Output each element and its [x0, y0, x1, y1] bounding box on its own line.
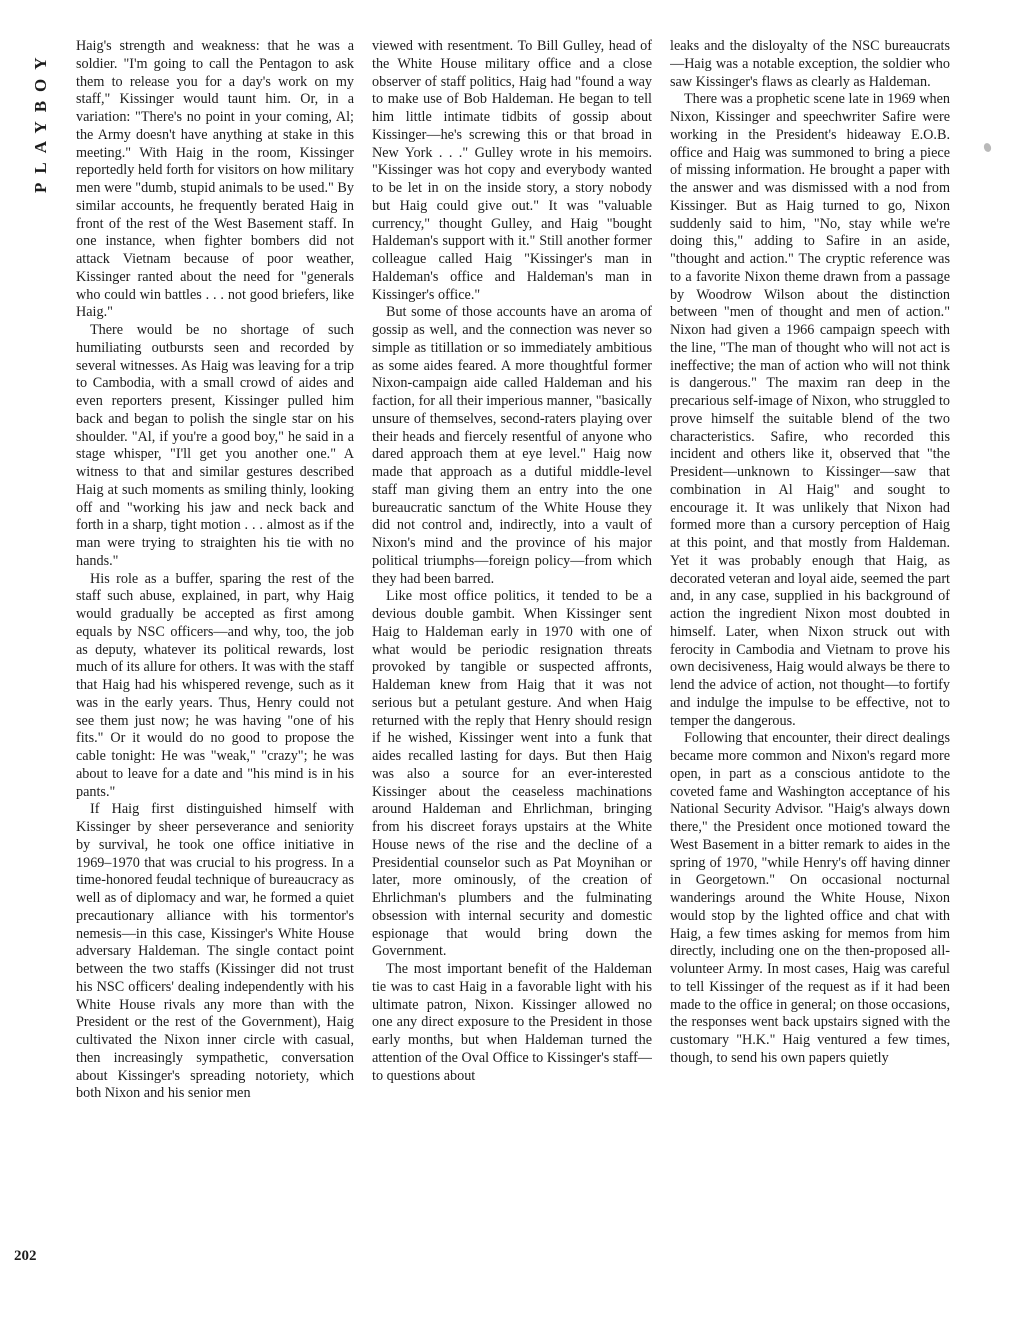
paragraph: Following that encounter, their direct dealings became more common and Nixon's regard more open, in part as a conscious antidote to the coveted fame and Washington acceptance of his National Security Advisor. "Haig's always down there," the President once motioned toward the West Basement in a bitter remark to aides in the spring of 1970, "while Henry's off having dinner in Georgetown." On occasional nocturnal wanderings around the White House, Nixon would stop by the lighted office and chat with Haig, a few times asking for memos from him directly, including one on the then-proposed all-volunteer Army. In most cases, Haig was careful to tell Kissinger of the request as if it had been made to the office in general; on those occasions, the responses went back upstairs signed with the customary "H.K." Haig ventured a few times, though, to send his own papers quietly: [670, 730, 950, 1066]
paragraph: viewed with resentment. To Bill Gulley, head of the White House military office and a close observer of staff politics, Haig had "found a way to make use of Bob Haldeman. He began to tell him little intimate tidbits of gossip about Kissinger—he's screwing this or that broad in New York . . ." Gulley wrote in his memoirs. "Kissinger was hot copy and everybody wanted to be let in on the inside story, a story nobody but Haig could give out." It was "valuable currency," thought Gulley, and Haig "bought Haldeman's support with it." Still another former colleague called Haig "Kissinger's man in Haldeman's office and Haldeman's man in Kissinger's office.": [372, 38, 652, 303]
masthead-text: PLAYBOY: [31, 48, 50, 194]
paragraph: Haig's strength and weakness: that he was a soldier. "I'm going to call the Pentagon to ask them to release you for a day's work on my staff," Kissinger would taunt him. Or, in a variation: "There's no point in your coming, Al; the Army doesn't have anything at stake in this meeting." With Haig in the room, Kissinger reportedly held forth for visitors on how military men were "dumb, stupid animals to be used." By similar accounts, he frequently berated Haig in front of the rest of the West Basement staff. In one instance, when fighter bombers did not attack Vietnam because of poor weather, Kissinger ranted about the need for "generals who could win battles . . . not good briefers, like Haig.": [76, 38, 354, 321]
text-column-2: [372, 38, 652, 1278]
paragraph: The most important benefit of the Haldeman tie was to cast Haig in a favorable light with his ultimate patron, Nixon. Kissinger allowed no one any direct exposure to the President in those early months, but when Haldeman turned the attention of the Oval Office to Kissinger's staff—to questions about: [372, 961, 652, 1084]
page-number: 202: [14, 1248, 37, 1264]
paragraph: There would be no shortage of such humiliating outbursts seen and recorded by several witnesses. As Haig was leaving for a trip to Cambodia, with a small crowd of aides and even reporters present, Kissinger pulled him back and began to polish the single star on his shoulder. "Al, if you're a good boy," he said in a stage whisper, "I'll get you another one." A witness to that and similar gestures described Haig at such moments as smiling thinly, looking off and "working his jaw and neck back and forth in a sharp, tight motion . . . almost as if the man were trying to straighten his tie with no hands.": [76, 322, 354, 569]
paragraph: But some of those accounts have an aroma of gossip as well, and the connection was never so simple as titillation or so immediately ambitious as some aides feared. A more thoughtful former Nixon-campaign aide called Haldeman and his faction, for all their imperious manner, "basically unsure of themselves, second-raters playing over their heads and fiercely resentful of anyone who dared approach them at eye level." Haig now made that approach as a dutiful middle-level staff man giving them an entry into the one bureaucratic sanctum of the White House they did not control and, indirectly, into a vault of Nixon's mind and the province of his major political triumphs—foreign policy—from which they had been barred.: [372, 304, 652, 587]
paragraph: His role as a buffer, sparing the rest of the staff such abuse, explained, in part, why Haig would gradually be accepted as first among equals by NSC officers—and why, too, the job as deputy, whatever its political rewards, lost much of its allure for others. It was with the staff that Haig had his whispered revenge, such as it was in the early years. Thus, Henry could not see them just now; he was having "one of his fits." Or it would do no good to propose the cable tonight: He was "weak," "crazy"; he was about to leave for a date and "his mind is in his pants.": [76, 570, 354, 800]
paragraph: Like most office politics, it tended to be a devious double gambit. When Kissinger sent Haig to Haldeman early in 1970 with one of what would be periodic resignation threats provoked by tangible or suspected affronts, Haldeman knew from Haig that it was not serious but a petulant gesture. And when Haig returned with the reply that Henry should resign if he wished, Kissinger went into a funk that aides recalled lasting for days. But then Haig was also a source for an ever-interested Kissinger about the ceaseless machinations around Haldeman and Ehrlichman, bringing from his discreet forays upstairs at the White House news of the rise and the decline of a Presidential counselor such as Pat Moynihan or later, more ominously, of the creation of Ehrlichman's plumbers and the fulminating obsession with internal security and domestic espionage that would bring down the Government.: [372, 588, 652, 960]
magazine-masthead: [28, 36, 54, 206]
paragraph: leaks and the disloyalty of the NSC bureaucrats—Haig was a notable exception, the soldier who saw Kissinger's flaws as clearly as Haldeman.: [670, 38, 950, 90]
paragraph: There was a prophetic scene late in 1969 when Nixon, Kissinger and speechwriter Safire were working in the President's hideaway E.O.B. office and Haig was summoned to bring a piece of missing information. He brought a paper with the answer and was dismissed with a nod from Kissinger. But as Haig turned to go, Nixon suddenly said to him, "No, stay while we're doing this," adding to Safire in an aside, "thought and action." The cryptic reference was to a favorite Nixon theme drawn from a passage by Woodrow Wilson about the distinction between "men of thought and men of action." Nixon had given a 1966 campaign speech with the line, "The man of thought who will not act is ineffective; the man of action who will not think is dangerous." The maxim ran deep in the precarious self-image of Nixon, who struggled to prove himself the suitable blend of the two characteristics. Safire, who recorded this incident and others like it, observed that "the President—unknown to Kissinger—saw that combination in Al Haig" and sought to encourage it. It was unlikely that Nixon had formed more than a cursory perception of Haig at this point, and that mostly from Haldeman. Yet it was probably enough that Haig, as decorated veteran and loyal aide, seemed the part and, in any case, supplied in his background of action the ingredient Nixon most doubted in himself. Later, when Nixon struck out with ferocity in Cambodia and Vietnam to prove his own decisiveness, Haig would always be there to lend the advice of action, not thought—to fortify and indulge the impulse to be effective, not to temper the dangerous.: [670, 91, 950, 729]
text-column-3: [670, 38, 950, 1278]
scan-smudge: [983, 142, 993, 153]
text-column-1: [76, 38, 354, 1278]
paragraph: If Haig first distinguished himself with Kissinger by sheer perseverance and seniority by survival, he took one office initiative in 1969–1970 that was crucial to his progress. In a time-honored feudal technique of bureaucracy as well as of diplomacy and war, he formed a quiet precautionary alliance with his tormentor's nemesis—in this case, Kissinger's White House adversary Haldeman. The single contact point between the two staffs (Kissinger did not trust his NSC officers' dealing independently with his White House rivals any more than with the President or the rest of the Government), Haig cultivated the Nixon inner circle with casual, then increasingly sympathetic, conversation about Kissinger's spreading notoriety, which both Nixon and his senior men: [76, 801, 354, 1102]
